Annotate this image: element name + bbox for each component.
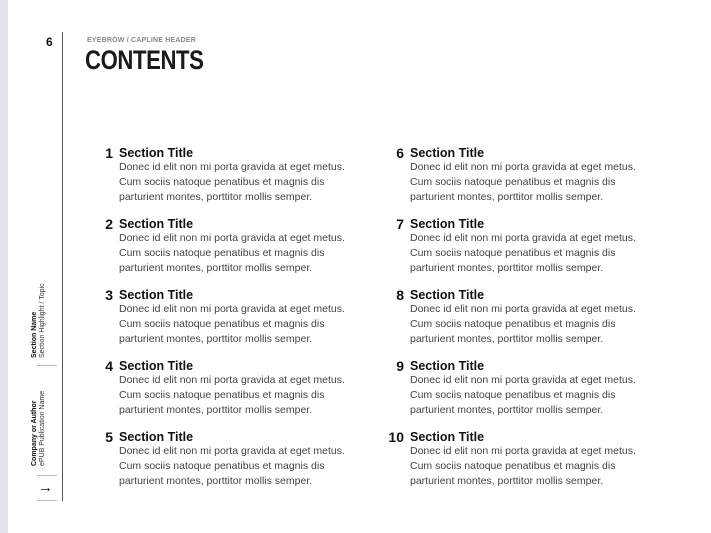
page-title: CONTENTS (85, 45, 204, 75)
entry-description: Donec id elit non mi porta gravida at eget metus. Cum sociis natoque penatibus et magnis dis parturient montes, porttitor mollis semper. (410, 374, 636, 416)
entry-title: Section Title (410, 146, 485, 160)
margin-rule (62, 32, 63, 501)
entry-title: Section Title (410, 288, 485, 302)
section-highlight: Section Highlight / Topic (39, 283, 46, 358)
entry-description: Donec id elit non mi porta gravida at eget metus. Cum sociis natoque penatibus et magnis dis parturient montes, porttitor mollis semper. (119, 303, 345, 345)
entry-number: 7 (396, 216, 404, 232)
entry-description: Donec id elit non mi porta gravida at eget metus. Cum sociis natoque penatibus et magnis dis parturient montes, porttitor mollis semper. (410, 303, 636, 345)
entry-number: 4 (105, 358, 113, 374)
entry-title: Section Title (119, 146, 194, 160)
entry-description: Donec id elit non mi porta gravida at eget metus. Cum sociis natoque penatibus et magnis dis parturient montes, porttitor mollis semper. (119, 445, 345, 487)
entry-description: Donec id elit non mi porta gravida at eget metus. Cum sociis natoque penatibus et magnis dis parturient montes, porttitor mollis semper. (410, 445, 636, 487)
section-name: Section Name (31, 311, 38, 358)
sidebar-divider (37, 475, 57, 476)
entry-number: 1 (105, 145, 113, 161)
page-number: 6 (46, 35, 53, 49)
entry-title: Section Title (119, 217, 194, 231)
entry-number: 10 (388, 429, 404, 445)
entry-number: 8 (396, 287, 404, 303)
entry-number: 5 (105, 429, 113, 445)
sidebar-publication-label (31, 388, 58, 466)
entry-title: Section Title (410, 430, 485, 444)
entry-title: Section Title (410, 359, 485, 373)
next-arrow-icon[interactable]: → (38, 479, 53, 496)
sidebar-divider (37, 365, 57, 366)
sidebar-section-label (31, 282, 58, 358)
entry-number: 6 (396, 145, 404, 161)
page-edge-strip (0, 0, 8, 533)
entry-title: Section Title (119, 359, 194, 373)
company-name: Company or Author (31, 400, 38, 466)
entry-description: Donec id elit non mi porta gravida at eget metus. Cum sociis natoque penatibus et magnis dis parturient montes, porttitor mollis semper. (410, 232, 636, 274)
entry-title: Section Title (119, 288, 194, 302)
entry-number: 3 (105, 287, 113, 303)
eyebrow-header: EYEBROW / CAPLINE HEADER (87, 37, 197, 44)
sidebar-divider (37, 500, 57, 501)
entry-description: Donec id elit non mi porta gravida at eget metus. Cum sociis natoque penatibus et magnis dis parturient montes, porttitor mollis semper. (119, 161, 345, 203)
entry-description: Donec id elit non mi porta gravida at eget metus. Cum sociis natoque penatibus et magnis dis parturient montes, porttitor mollis semper. (119, 232, 345, 274)
entry-description: Donec id elit non mi porta gravida at eget metus. Cum sociis natoque penatibus et magnis dis parturient montes, porttitor mollis semper. (410, 161, 636, 203)
entry-title: Section Title (119, 430, 194, 444)
entry-number: 2 (105, 216, 113, 232)
entry-title: Section Title (410, 217, 485, 231)
entry-number: 9 (396, 358, 404, 374)
entry-description: Donec id elit non mi porta gravida at eget metus. Cum sociis natoque penatibus et magnis dis parturient montes, porttitor mollis semper. (119, 374, 345, 416)
publication-name: ePUB Publication Name (39, 390, 46, 466)
